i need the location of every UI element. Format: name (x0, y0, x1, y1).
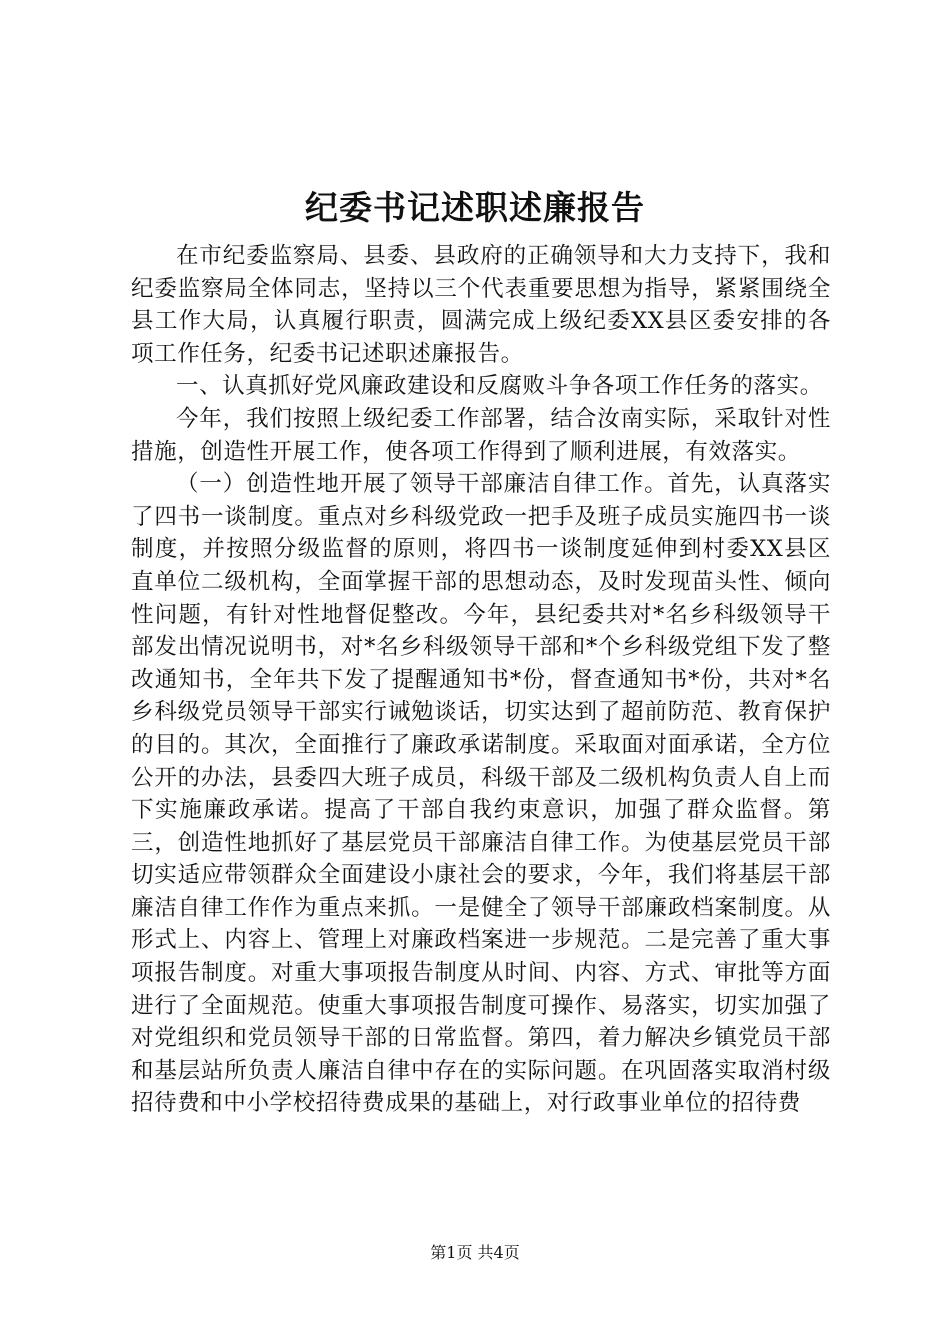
document-body (131, 240, 831, 1120)
paragraph-intro: 在市纪委监察局、县委、县政府的正确领导和大力支持下，我和纪委监察局全体同志，坚持以三个代表重要思想为指导，紧紧围绕全县工作大局，认真履行职责，圆满完成上级纪委XX县区委安排的各项工作任务，纪委书记述职述廉报告。 (131, 243, 831, 367)
paragraph-this-year: 今年，我们按照上级纪委工作部署，结合汝南实际，采取针对性措施，创造性开展工作，使各项工作得到了顺利进展，有效落实。 (131, 405, 831, 465)
document-title: 纪委书记述职述廉报告 (305, 188, 645, 227)
paragraph-subsection-one: （一）创造性地开展了领导干部廉洁自律工作。首先，认真落实了四书一谈制度。重点对乡科级党政一把手及班子成员实施四书一谈制度，并按照分级监督的原则，将四书一谈制度延伸到村委XX县区直单位二级机构，全面掌握干部的思想动态，及时发现苗头性、倾向性问题，有针对性地督促整改。今年，县纪委共对*名乡科级领导干部发出情况说明书，对*名乡科级领导干部和*个乡科级党组下发了整改通知书，全年共下发了提醒通知书*份，督查通知书*份，共对*名乡科级党员领导干部实行诫勉谈话，切实达到了超前防范、教育保护的目的。其次，全面推行了廉政承诺制度。采取面对面承诺，全方位公开的办法，县委四大班子成员，科级干部及二级机构负责人自上而下实施廉政承诺。提高了干部自我约束意识，加强了群众监督。第三，创造性地抓好了基层党员干部廉洁自律工作。为使基层党员干部切实适应带领群众全面建设小康社会的要求，今年，我们将基层干部廉洁自律工作作为重点来抓。一是健全了领导干部廉政档案制度。从形式上、内容上、管理上对廉政档案进一步规范。二是完善了重大事项报告制度。对重大事项报告制度从时间、内容、方式、审批等方面进行了全面规范。使重大事项报告制度可操作、易落实，切实加强了对党组织和党员领导干部的日常监督。第四，着力解决乡镇党员干部和基层站所负责人廉洁自律中存在的实际问题。在巩固落实取消村级招待费和中小学校招待费成果的基础上，对行政事业单位的招待费 (131, 471, 831, 1117)
paragraph-section-heading: 一、认真抓好党风廉政建设和反腐败斗争各项工作任务的落实。 (176, 373, 823, 400)
page-footer: 第1页 共4页 (430, 1243, 520, 1262)
